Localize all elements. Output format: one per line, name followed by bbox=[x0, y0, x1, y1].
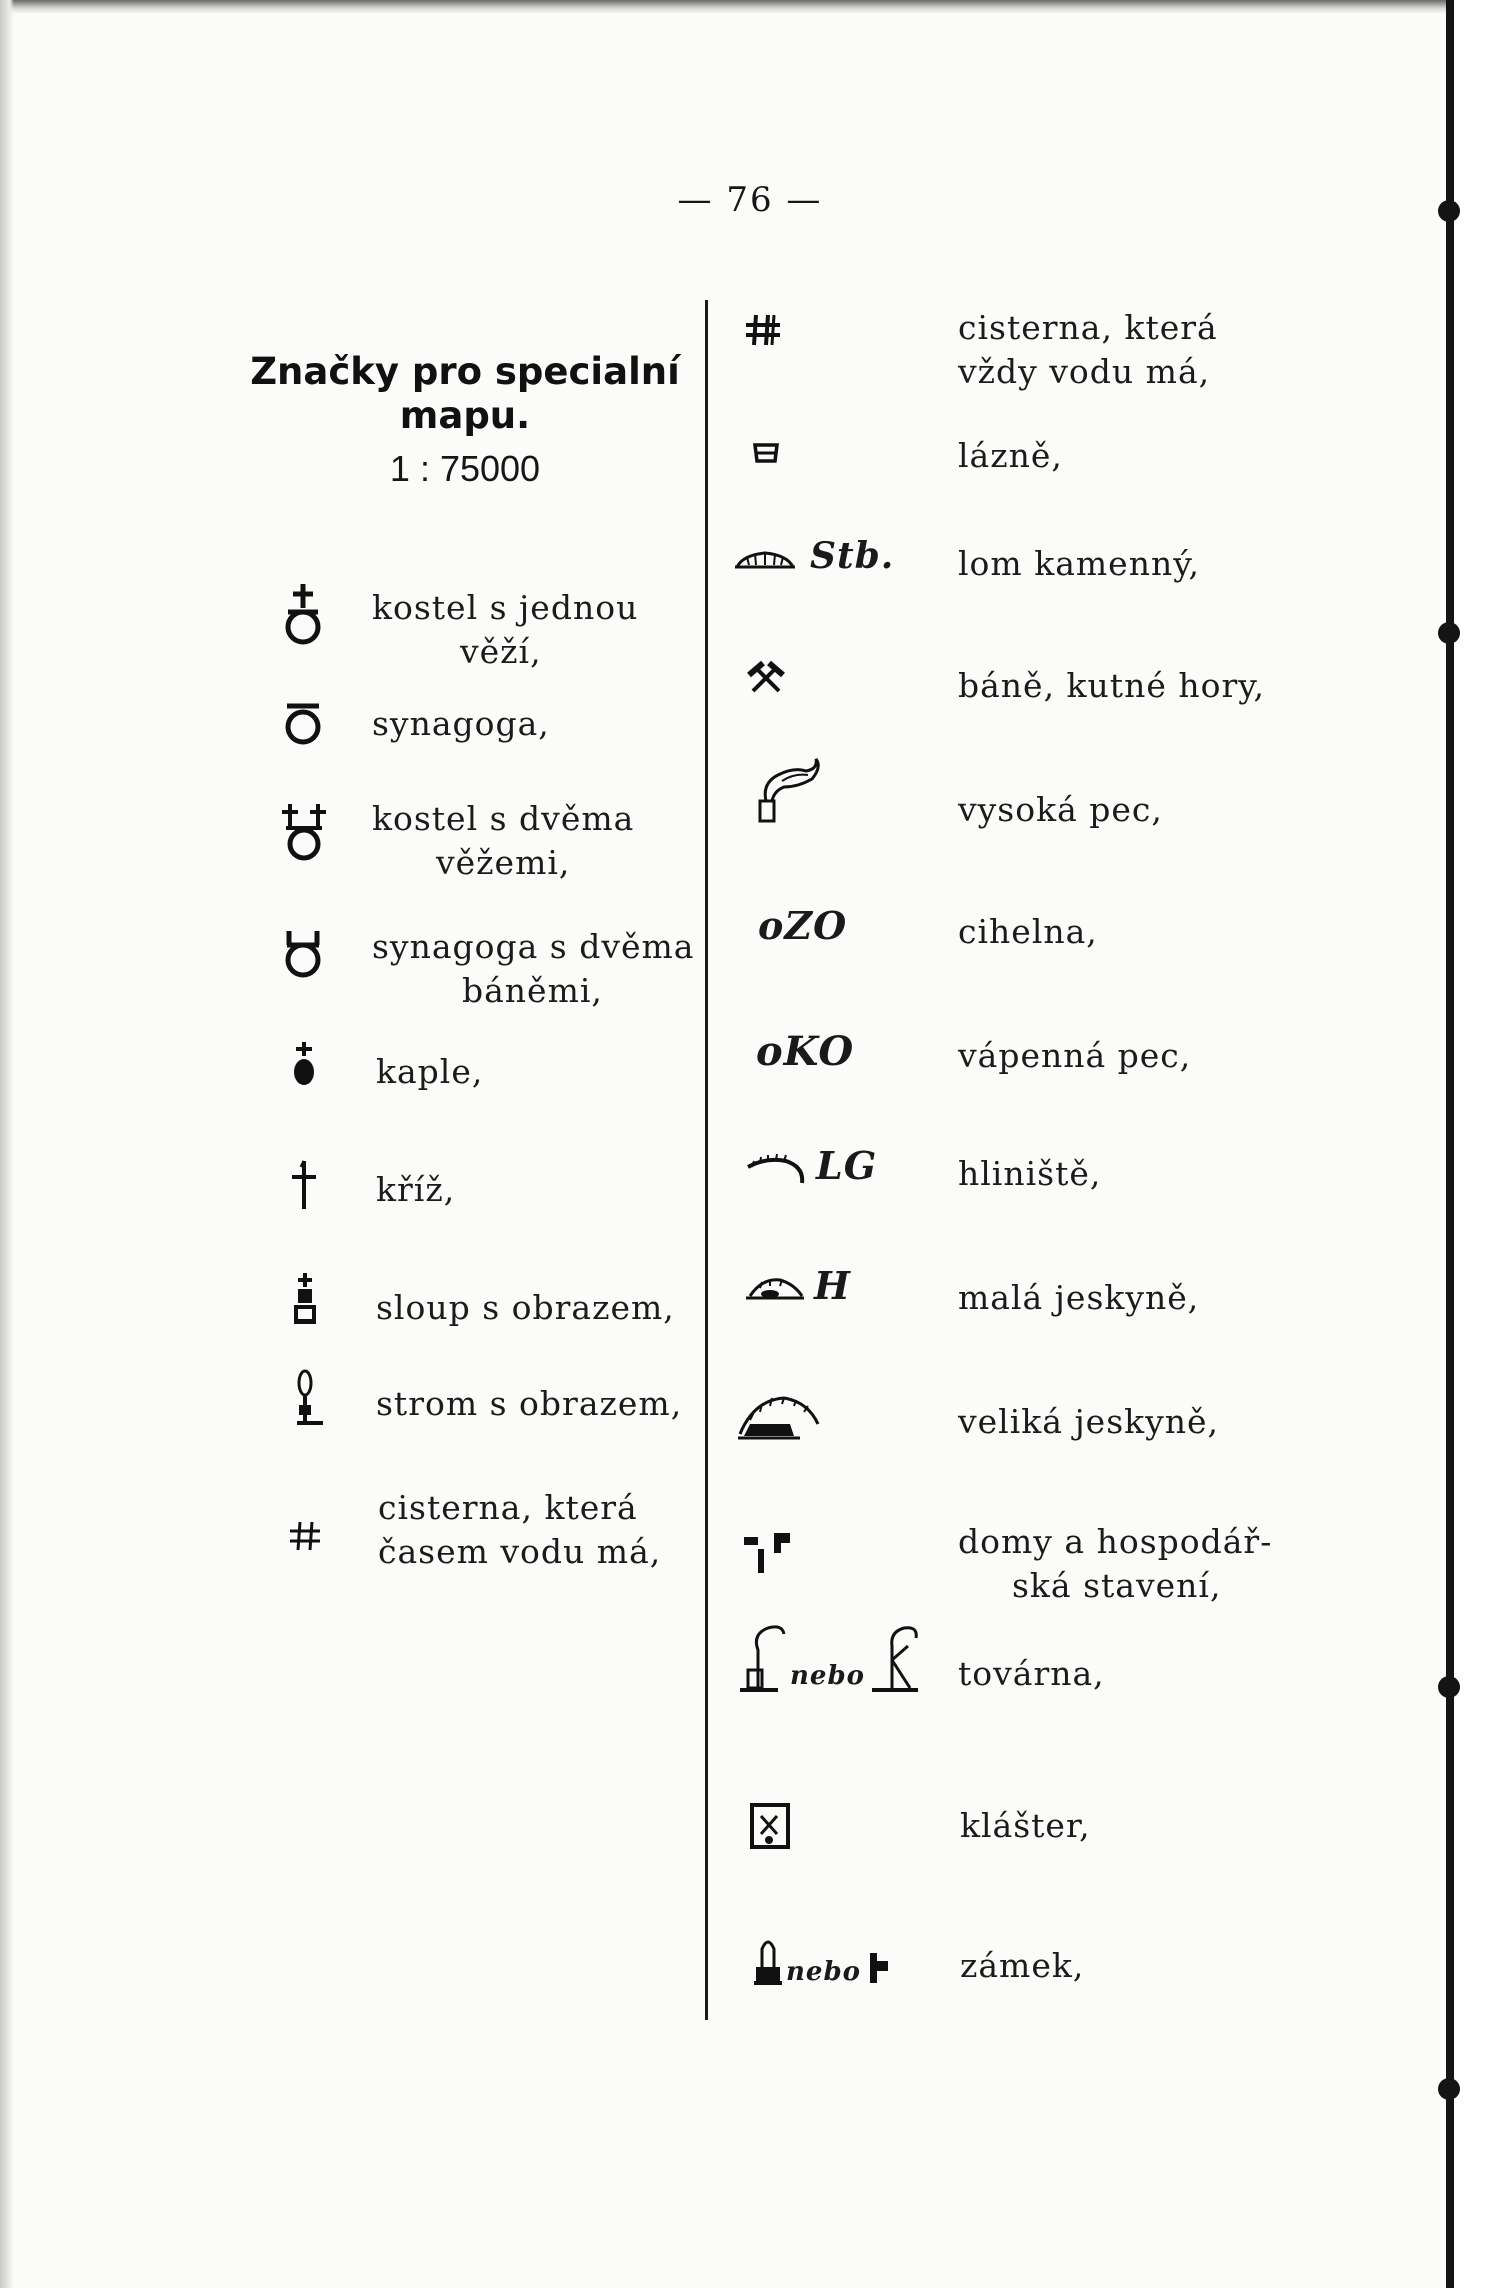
entry-stone-quarry bbox=[958, 542, 1200, 586]
entry-synagogue bbox=[372, 702, 550, 746]
page-number: — 76 — bbox=[677, 180, 823, 220]
factory-icon bbox=[736, 1618, 788, 1698]
small-cave-abbreviation: H bbox=[814, 1263, 851, 1308]
column-divider bbox=[705, 300, 708, 2020]
stone-quarry-icon bbox=[730, 540, 800, 576]
church-two-towers-icon bbox=[276, 800, 332, 864]
title-line-2: mapu. bbox=[399, 394, 531, 437]
page-edge-mark bbox=[1438, 2078, 1460, 2100]
cross-icon bbox=[286, 1158, 322, 1212]
entry-small-cave bbox=[958, 1276, 1199, 1320]
spa-icon bbox=[748, 438, 784, 468]
scan-margin-right bbox=[1452, 0, 1491, 2288]
entry-line-2: vždy vodu má, bbox=[958, 352, 1211, 391]
entry-line-1: vápenná pec, bbox=[958, 1036, 1192, 1075]
entry-blast-furnace bbox=[958, 788, 1163, 832]
factory-or-label: nebo bbox=[790, 1661, 865, 1691]
entry-church-one-tower bbox=[372, 586, 638, 674]
castle-icon bbox=[750, 1930, 786, 1988]
entry-line-1: cisterna, která bbox=[378, 1488, 638, 1527]
entry-line-1: domy a hospodář- bbox=[958, 1522, 1273, 1561]
entry-brickworks bbox=[958, 910, 1098, 954]
entry-line-2: ská stavení, bbox=[1012, 1566, 1222, 1605]
page-edge-line bbox=[1446, 0, 1454, 2288]
entry-mine bbox=[958, 664, 1265, 708]
cistern-sometimes-icon bbox=[285, 1516, 325, 1556]
chapel-icon bbox=[286, 1040, 322, 1090]
entry-line-1: kříž, bbox=[376, 1170, 456, 1209]
entry-line-1: kostel s dvěma bbox=[372, 799, 635, 838]
entry-line-1: klášter, bbox=[960, 1806, 1091, 1845]
lime-kiln-icon: oKO bbox=[756, 1028, 855, 1075]
castle-or-label: nebo bbox=[786, 1957, 861, 1987]
entry-column-with-image bbox=[376, 1286, 675, 1330]
page-edge-mark bbox=[1438, 200, 1460, 222]
entry-line-1: cihelna, bbox=[958, 912, 1098, 951]
entry-cross bbox=[376, 1168, 455, 1212]
synagogue-icon bbox=[278, 698, 328, 748]
entry-line-2: báněmi, bbox=[462, 971, 603, 1010]
entry-factory bbox=[958, 1652, 1105, 1696]
entry-line-1: synagoga, bbox=[372, 704, 550, 743]
clay-pit-abbreviation: LG bbox=[816, 1143, 878, 1188]
castle-alt-icon bbox=[866, 1950, 892, 1986]
entry-line-1: továrna, bbox=[958, 1654, 1105, 1693]
houses-farm-buildings-icon bbox=[740, 1528, 796, 1582]
page-edge-mark bbox=[1438, 622, 1460, 644]
entry-line-1: cisterna, která bbox=[958, 308, 1218, 347]
entry-line-1: lázně, bbox=[958, 436, 1063, 475]
entry-monastery bbox=[960, 1804, 1091, 1848]
cistern-always-icon bbox=[740, 310, 786, 350]
entry-line-1: veliká jeskyně, bbox=[958, 1402, 1220, 1441]
entry-line-2: věžemi, bbox=[436, 843, 571, 882]
entry-houses bbox=[958, 1520, 1272, 1608]
small-cave-icon bbox=[742, 1270, 808, 1308]
entry-line-1: synagoga s dvěma bbox=[372, 927, 695, 966]
entry-line-1: malá jeskyně, bbox=[958, 1278, 1200, 1317]
scan-edge-top bbox=[0, 0, 1470, 14]
map-scale: 1 : 75000 bbox=[389, 448, 541, 489]
clay-pit-icon bbox=[744, 1150, 812, 1190]
entry-castle bbox=[960, 1944, 1084, 1988]
entry-line-1: kaple, bbox=[376, 1052, 484, 1091]
entry-line-1: vysoká pec, bbox=[958, 790, 1163, 829]
entry-line-2: věží, bbox=[460, 632, 542, 671]
entry-spa bbox=[958, 434, 1063, 478]
synagogue-two-domes-icon bbox=[278, 925, 328, 981]
large-cave-icon bbox=[732, 1388, 824, 1448]
brickworks-icon: oZO bbox=[758, 903, 848, 948]
tree-with-image-icon bbox=[288, 1368, 328, 1430]
entry-tree-with-image bbox=[376, 1382, 682, 1426]
entry-line-1: zámek, bbox=[960, 1946, 1085, 1985]
entry-line-1: strom s obrazem, bbox=[376, 1384, 683, 1423]
church-one-tower-icon bbox=[278, 580, 328, 650]
entry-lime-kiln bbox=[958, 1034, 1191, 1078]
entry-clay-pit bbox=[958, 1152, 1101, 1196]
entry-synagogue-two-domes bbox=[372, 925, 694, 1013]
entry-chapel bbox=[376, 1050, 483, 1094]
column-with-image-icon bbox=[288, 1272, 322, 1326]
title-line-1: Značky pro specialní bbox=[250, 350, 680, 393]
blast-furnace-icon bbox=[752, 752, 826, 828]
mine-hammers-icon bbox=[744, 658, 788, 698]
entry-line-2: časem vodu má, bbox=[378, 1532, 662, 1571]
entry-large-cave bbox=[958, 1400, 1219, 1444]
quarry-abbreviation: Stb. bbox=[810, 535, 895, 577]
entry-cistern-sometimes bbox=[378, 1486, 661, 1574]
page-edge-mark bbox=[1438, 1676, 1460, 1698]
entry-line-1: sloup s obrazem, bbox=[376, 1288, 675, 1327]
entry-cistern-always bbox=[958, 306, 1218, 394]
entry-line-1: lom kamenný, bbox=[958, 544, 1200, 583]
monastery-icon bbox=[746, 1800, 794, 1852]
factory-alt-icon bbox=[866, 1622, 924, 1698]
entry-church-two-towers bbox=[372, 797, 634, 885]
scan-edge-left bbox=[0, 0, 14, 2288]
entry-line-1: báně, kutné hory, bbox=[958, 666, 1265, 705]
entry-line-1: kostel s jednou bbox=[372, 588, 639, 627]
page-title bbox=[225, 350, 705, 438]
entry-line-1: hliniště, bbox=[958, 1154, 1102, 1193]
